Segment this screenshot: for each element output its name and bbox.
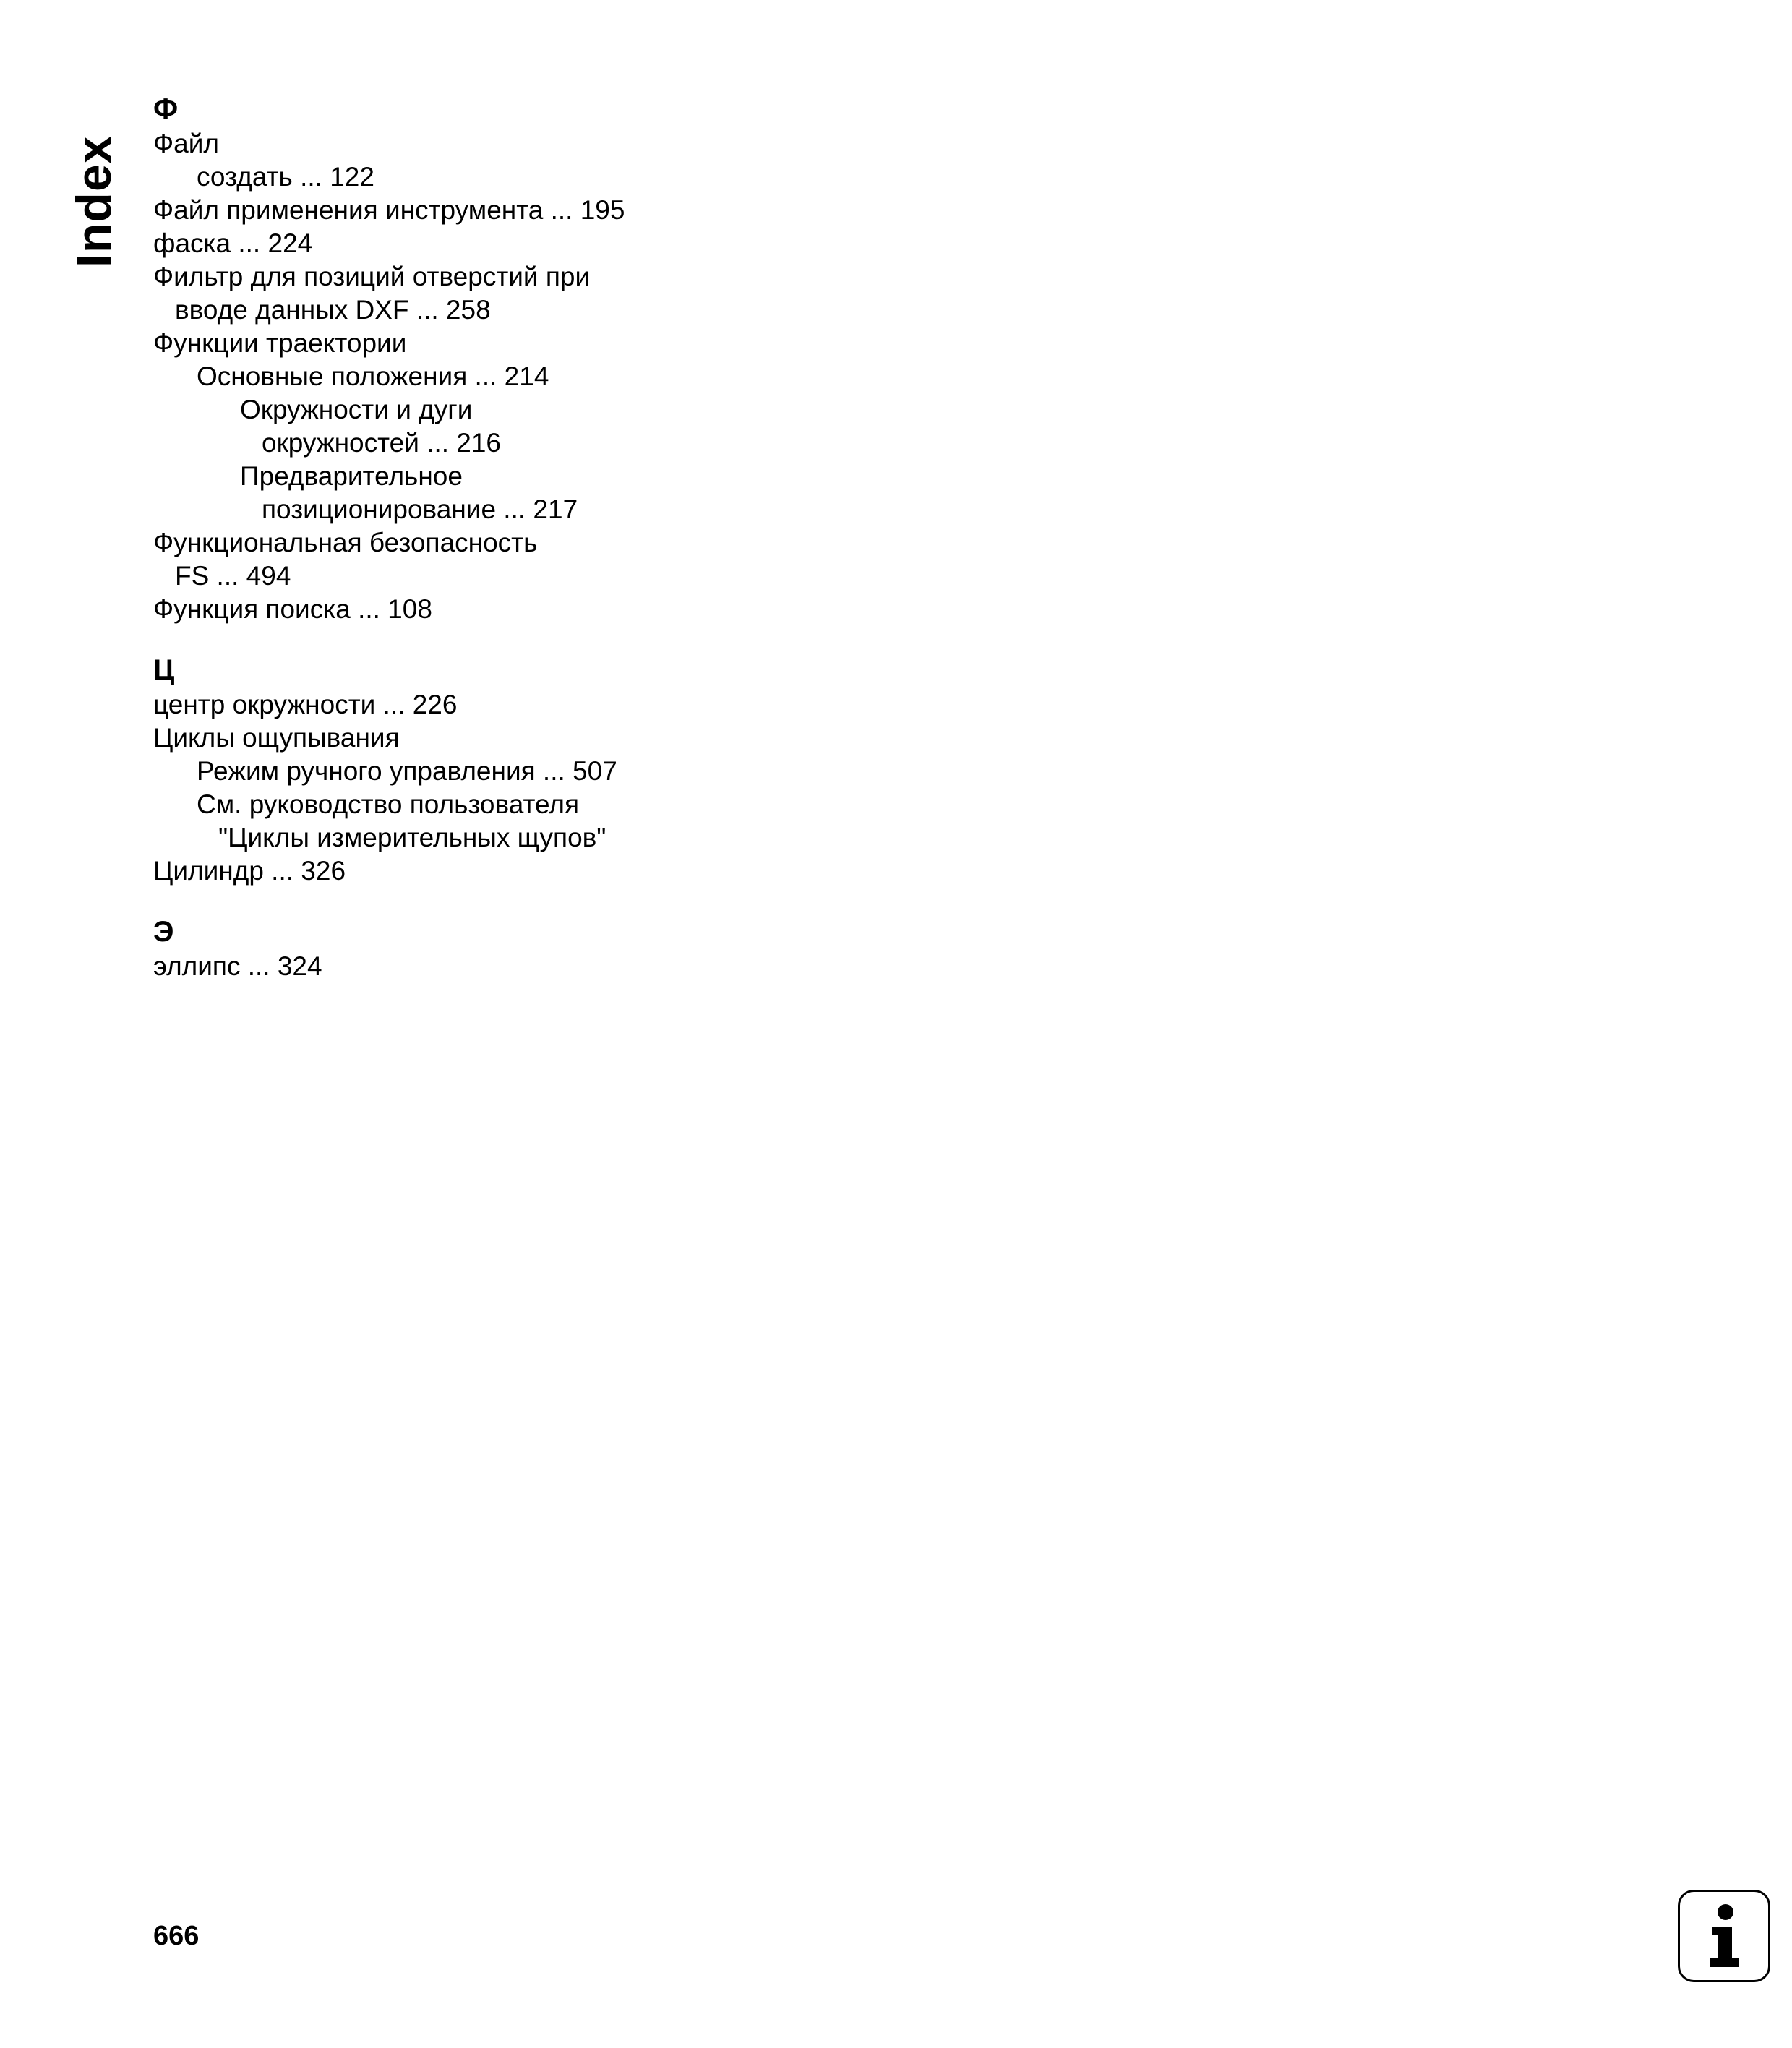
index-entry: Файл применения инструмента ... 195 (153, 195, 625, 225)
section-letter: Ц (153, 654, 175, 686)
index-entry: центр окружности ... 226 (153, 690, 458, 719)
index-entry: Окружности и дуги (240, 395, 473, 424)
index-entry: эллипс ... 324 (153, 951, 322, 981)
page-number: 666 (153, 1921, 200, 1951)
section-letter: Э (153, 916, 174, 948)
index-entry: FS ... 494 (175, 561, 291, 591)
index-section-ef (153, 93, 948, 626)
index-side-title: Index (67, 135, 121, 267)
index-entry: Основные положения ... 214 (197, 361, 549, 391)
index-entry: Предварительное (240, 461, 463, 491)
index-entry: Циклы ощупывания (153, 723, 400, 753)
index-section-e (153, 915, 948, 983)
index-entry: Цилиндр ... 326 (153, 856, 346, 886)
index-entry: позиционирование ... 217 (262, 494, 578, 524)
index-entry: Режим ручного управления ... 507 (197, 756, 617, 786)
index-entry: создать ... 122 (197, 162, 374, 192)
index-entry: "Циклы измерительных щупов" (218, 823, 606, 852)
index-section-tse (153, 654, 948, 888)
section-letter: Ф (153, 93, 179, 125)
index-entry: Функциональная безопасность (153, 528, 538, 557)
index-entry: окружностей ... 216 (262, 428, 502, 458)
index-entry: Файл (153, 129, 219, 158)
index-entry: фаска ... 224 (153, 228, 313, 258)
index-entry: Фильтр для позиций отверстий при (153, 262, 591, 291)
index-column (153, 93, 948, 1011)
index-entry: См. руководство пользователя (197, 789, 580, 819)
index-entry: Функции траектории (153, 328, 407, 358)
info-icon (1678, 1890, 1770, 1982)
index-entry: вводе данных DXF ... 258 (175, 295, 491, 325)
index-entry: Функция поиска ... 108 (153, 594, 432, 624)
